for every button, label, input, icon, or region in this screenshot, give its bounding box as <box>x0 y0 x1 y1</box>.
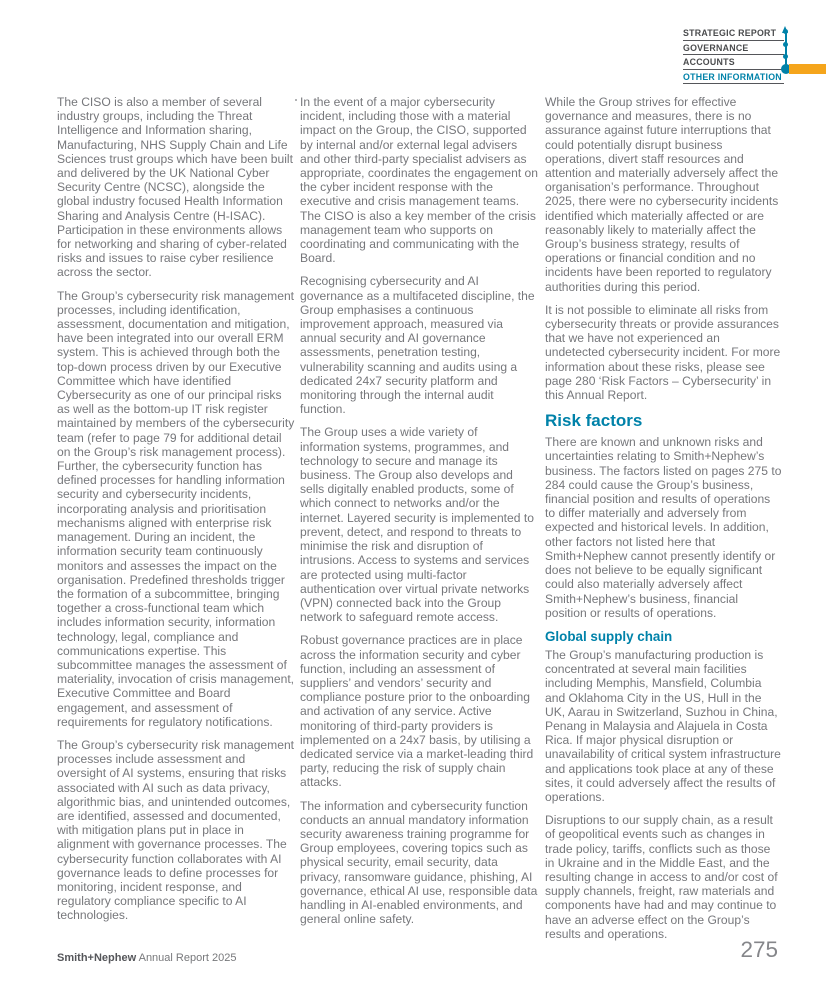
text-column-1 <box>57 95 295 932</box>
nav-item-accounts[interactable]: ACCOUNTS <box>683 55 784 70</box>
paragraph: The information and cybersecurity function conducts an annual mandatory information security awareness training programme for Group employees, covering topics such as physical security, email security, data privacy, ransomware guidance, phishing, AI governance, ethical AI use, responsible data handling in AI-enabled environments, and general online safety. <box>300 798 538 927</box>
footer-report-title-text: Annual Report 2025 <box>136 952 237 964</box>
text-column-2 <box>300 95 538 935</box>
paragraph: The CISO is also a member of several industry groups, including the Threat Intelligence and Information sharing, Manufacturing, NHS Supply Chain and Life Sciences trust groups which have been built and delivered by the UK National Cyber Security Centre (NCSC), alongside the global industry focused Health Information Sharing and Analysis Centre (H-ISAC). Participation in these environments allows for networking and sharing of cyber-related risks and issues to raise cyber resilience across the sector. <box>57 95 293 280</box>
nav-pin-dot-icon <box>783 54 788 59</box>
text-column-3 <box>545 95 783 950</box>
paragraph: The Group’s cybersecurity risk management processes include assessment and oversight of AI systems, ensuring that risks associated with AI such as data privacy, algorithmic bias, and unintended outcomes, are identified, assessed and documented, with mitigation plans put in place in alignment with governance processes. The cybersecurity function collaborates with AI governance leads to define processes for monitoring, incident response, and regulatory compliance specific to AI technologies. <box>57 737 295 923</box>
paragraph: There are known and unknown risks and uncertainties relating to Smith+Nephew’s business. The factors listed on pages 275 to 284 could cause the Group’s business, financial position and results of operations to differ materially and adversely from expected and historical levels. In addition, other factors not listed here that Smith+Nephew cannot presently identify or does not believe to be equally significant could also materially adversely affect Smith+Nephew’s business, financial position or results of operations. <box>545 435 782 620</box>
nav-pin-dot-icon <box>783 42 788 47</box>
nav-pin-dot-icon <box>783 29 788 34</box>
print-artifact-dot <box>295 99 297 101</box>
section-heading-risk-factors: Risk factors <box>545 411 643 431</box>
paragraph: It is not possible to eliminate all risks from cybersecurity threats or provide assurances that we have not experienced an undetected cybersecurity incident. For more information about these risks, please see page 280 ‘Risk Factors – Cybersecurity’ in this Annual Report. <box>545 302 781 403</box>
footer-brand: Smith+Nephew <box>57 952 137 964</box>
paragraph: The Group uses a wide variety of information systems, programmes, and technology to secure and manage its business. The Group also develops and sells digitally enabled products, some of which connect to networks and/or the internet. Layered security is implemented to prevent, detect, and respond to threats to minimise the risk and disruption of intrusions. Access to systems and services are protected using multi-factor authentication over virtual private networks (VPN) connected back into the Group network to safeguard remote access. <box>300 425 534 625</box>
paragraph: The Group’s manufacturing production is concentrated at several main facilities including Memphis, Mansfield, Columbia and Oklahoma City in the US, Hull in the UK, Aarau in Switzerland, Suzhou in China, Penang in Malaysia and Alajuela in Costa Rica. If major physical disruption or unavailability of critical system infrastructure and applications took place at any of these sites, it could adversely affect the results of operations. <box>545 647 781 804</box>
paragraph: The Group’s cybersecurity risk management processes, including identification, assessment, documentation and mitigation, have been integrated into our overall ERM system. This is achieved through both the top-down process driven by our Executive Committee which have identified Cybersecurity as one of our principal risks as well as the bottom-up IT risk register maintained by members of the cybersecurity team (refer to page 79 for additional detail on the Group’s risk management process). Further, the cybersecurity function has defined processes for handling information security and cybersecurity incidents, incorporating analysis and prioritisation mechanisms aligned with enterprise risk management. During an incident, the information security team continuously monitors and assesses the impact on the organisation. Predefined thresholds trigger the formation of a subcommittee, bringing together a cross-functional team which includes information security, information technology, legal, compliance and communications expertise. This subcommittee manages the assessment of materiality, invocation of crisis management, Executive Committee and Board engagement, and assessment of requirements for regulatory notifications. <box>57 288 295 729</box>
page-number: 275 <box>740 937 778 962</box>
nav-item-governance[interactable]: GOVERNANCE <box>683 41 784 56</box>
nav-item-strategic-report[interactable]: STRATEGIC REPORT <box>683 26 784 41</box>
nav-item-other-information[interactable]: OTHER INFORMATION <box>683 70 784 85</box>
subsection-heading-global-supply-chain: Global supply chain <box>545 628 673 644</box>
active-section-orange-bar <box>789 64 826 74</box>
paragraph: In the event of a major cybersecurity incident, including those with a material impact on the Group, the CISO, supported by internal and/or external legal advisers and other third-party specialist advisers as appropriate, coordinates the engagement on the cyber incident response with the executive and crisis management teams. The CISO is also a key member of the crisis management team who supports on coordinating and communicating with the Board. <box>300 95 539 266</box>
paragraph: Recognising cybersecurity and AI governance as a multifaceted discipline, the Group emphasises a continuous improvement approach, measured via annual security and AI governance assessments, penetration testing, vulnerability scanning and audits using a dedicated 24x7 security platform and monitoring through the internal audit function. <box>300 274 535 417</box>
section-nav <box>683 26 784 84</box>
paragraph: Disruptions to our supply chain, as a result of geopolitical events such as changes in trade policy, tariffs, conflicts such as those in Ukraine and in the Middle East, and the resulting change in access to and/or cost of supply channels, freight, raw materials and components have had and may continue to have an adverse effect on the Group’s results and operations. <box>545 813 778 941</box>
paragraph: Robust governance practices are in place across the information security and cyber function, including an assessment of suppliers’ and vendors’ security and compliance posture prior to the onboarding and activation of any service. Active monitoring of third-party providers is implemented on a 24x7 basis, by utilising a dedicated service via a market-leading third party, reducing the risk of supply chain attacks. <box>300 633 534 790</box>
footer-report-title <box>57 952 236 964</box>
paragraph: While the Group strives for effective governance and measures, there is no assurance against future interruptions that could potentially disrupt business operations, divert staff resources and attention and materially adversely affect the organisation’s performance. Throughout 2025, there were no cybersecurity incidents identified which materially affected or are reasonably likely to materially affect the Group’s business strategy, results of operations or financial condition and no incidents have been reported to regulatory authorities during this period. <box>545 95 779 294</box>
